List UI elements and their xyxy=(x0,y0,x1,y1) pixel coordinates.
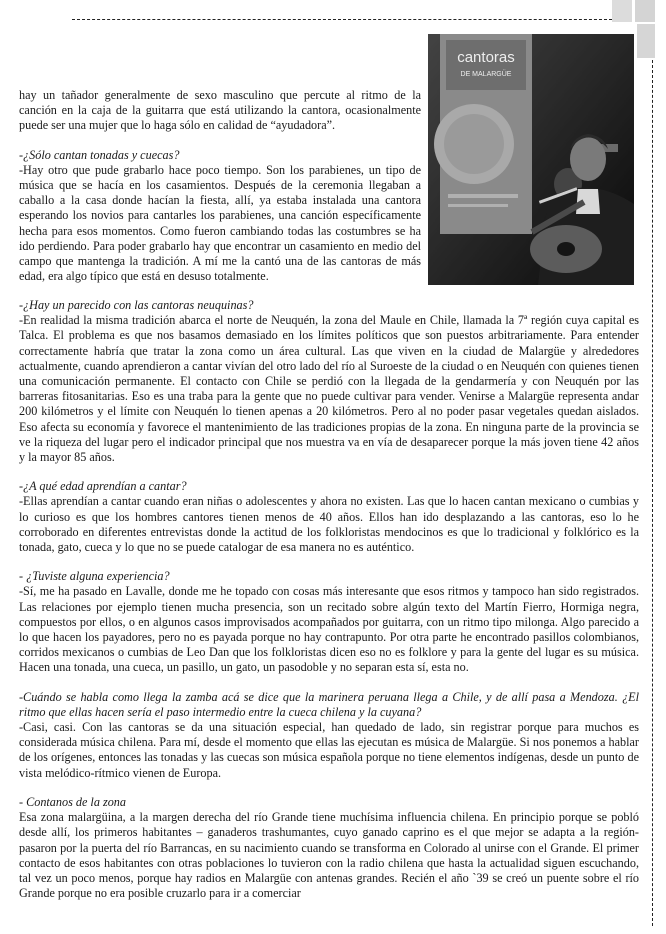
banner-title: cantoras xyxy=(457,49,515,66)
interview-question: -Cuándo se habla como llega la zamba acá se dice que la marinera peruana llega a Chile, y de allí pasa a Mendoza. ¿El ritmo que ellas hacen sería el paso intermedio entre la cueca chilena y la cuyana? xyxy=(19,689,639,719)
corner-block xyxy=(637,24,655,58)
article-column-upper xyxy=(19,88,421,284)
singer-head xyxy=(570,137,606,181)
article-paragraph: -En realidad la misma tradición abarca el norte de Neuquén, la zona del Maule en Chile, llamada la 7ª región cuya capital es Talca. El problema es que nos basamos demasiado en los límites políticos que son puestos arbitrariamente. Para entender correctamente habría que tratar la zona como un área cultural. Las que viven en la ciudad de Malargüe y alrededores actualmente, cuando aprendieron a cantar vivían del otro lado del río al Suroeste de la ciudad o en Neuquén con quienes tienen una comunicación permanente. El contacto con Chile se perdió con la llegada de la gendarmería y con Neuquén por las barreras fitosanitarias. Eso es una traba para la gente que no puede cultivar para vender. Venirse a Malargüe representa andar 200 kilómetros y el límite con Neuquén lo tienen apenas a 20 kilómetros. Pero al no poder pasar vegetales quedan aislados. Eso afecta su economía y favorece el mantenimiento de las tradiciones propias de la zona. En ninguna parte de la provincia se ve la riqueza del lugar pero el indicador principal que nos muestra va en vía de desaparecer porque la más joven tiene 42 años y la mayor 85 años. xyxy=(19,313,639,465)
article-paragraph: -Sí, me ha pasado en Lavalle, donde me he topado con cosas más interesante que esos ritmos y tampoco han sido registrados. Las relaciones por ejemplo tienen mucha presencia, son un recitado sobre algún texto del Martín Fierro, Hormiga negra, compuestos por ellos, o en algunos casos improvisados acompañados por guitarra, con un ritmo tipo milonga. Algo parecido a lo que hacen los payadores, pero no es payada porque no hay contrapunto. Por otra parte he encontrado pasillos colombianos, corridos mexicanos o cumbias de Leo Dan que los folkloristas dicen eso no es folklore y para la gente del lugar es su música. Hacen una tonada, una cueca, un pasillo, un gato, un pasodoble y no separan esta sí, esta no. xyxy=(19,584,639,675)
article-paragraph: Esa zona malargüina, a la margen derecha del río Grande tiene muchísima influencia chilena. En principio porque se pobló desde allí, los primeros habitantes – ganaderos trashumantes, cuyo ganado caprino es el que mejor se adapta a la región-pasaron por la puerta del río Barrancas, en su nacimiento cuando se transforma en Colorado al unirse con el Grande. El primer contacto de esos habitantes con otras poblaciones lo tuvieron con la radio chilena que hasta la actualidad siguen escuchando, tal vez un poco menos, porque hay radios en Malargüe con antenas grandes. Recién el año `39 se creó un puente sobre el río Grande porque no era posible cruzarlo para ir a comerciar xyxy=(19,810,639,901)
top-dashed-rule xyxy=(72,19,612,20)
interview-question: -¿A qué edad aprendían a cantar? xyxy=(19,479,187,494)
article-paragraph: -Casi, casi. Con las cantoras se da una situación especial, han quedado de lado, sin registrar porque para muchos es considerada música chilena. Para mí, desde el momento que ellas las ejecutan es música de Malargüe. Si nos ponemos a hablar de los orígenes, entonces las tonadas y las cuecas son música española porque no tiene elementos indígenas, desde un punto de vista melódico-rítmico vienen de Europa. xyxy=(19,720,639,780)
banner-subtitle: DE MALARGÜE xyxy=(460,71,512,78)
interview-question: - Contanos de la zona xyxy=(19,794,126,809)
right-dashed-rule xyxy=(652,60,653,926)
article-paragraph: hay un tañador generalmente de sexo masculino que percute al ritmo de la canción en la caja de la guitarra que está utilizando la cantora, ocasionalmente puede ser una mujer que lo haga sólo en calidad de “ayudadora”. xyxy=(19,88,421,133)
interview-question: - ¿Tuviste alguna experiencia? xyxy=(19,569,170,584)
interview-question: -¿Hay un parecido con las cantoras neuquinas? xyxy=(19,298,254,312)
corner-block xyxy=(635,0,655,22)
corner-block xyxy=(612,0,632,22)
article-paragraph: -Hay otro que pude grabarlo hace poco tiempo. Son los parabienes, un tipo de música que se hacía en los casamientos. Después de la ceremonia llegaban a caballo a la casa donde hacían la fiesta, allí, ya estaba instalada una cantora esperando los novios para cantarles los parabienes, una canción específicamente hecha para esos momentos. Como fueron cambiando todas las costumbres se ha ido perdiendo. Para poder grabarlo hay que encontrar un casamiento en medio del campo que mantenga la tradición. A mí me la cantó una de las cantoras de más edad, era algo típico que está en desuso totalmente. xyxy=(19,162,421,284)
interview-question: -¿Sólo cantan tonadas y cuecas? xyxy=(19,147,180,162)
photo-image xyxy=(428,34,634,285)
article-column-lower xyxy=(19,298,639,901)
article-paragraph: -Ellas aprendían a cantar cuando eran niñas o adolescentes y ahora no existen. Las que lo hacen cantan mexicano o cumbias y lo curioso es que los hombres cantores tienen menos de 40 años. Ellos han ido desplazando a las cantoras, eso lo he corroborado en diferentes entrevistas donde la actitud de los folkloristas mendocinos es que lo tradicional y folklórico es la tonada, gato, cueca y lo que no se puede catalogar de esa manera no es auténtico. xyxy=(19,494,639,555)
article-photo xyxy=(428,34,634,285)
